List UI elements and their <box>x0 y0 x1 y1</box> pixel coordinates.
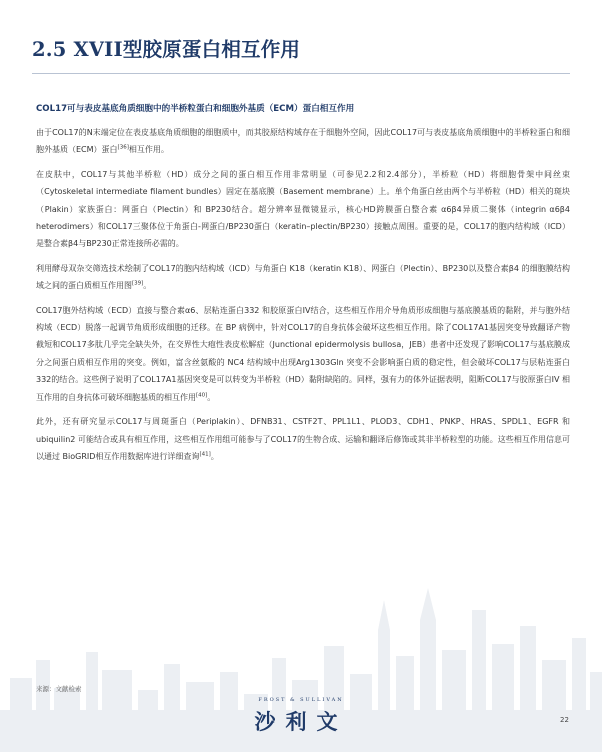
paragraph-5: 此外，还有研究显示COL17与周斑蛋白（Periplakin）、DFNB31、CSTF2T、PPL1L1、PLOD3、CDH1、PNKP、HRAS、SPDL1、EGFR 和 ubiquilin2 可能结合或具有相互作用，这些相互作用组可能参与了COL17的生物合成、运输和翻译后修饰或其非半桥粒型的功能。这些相互作用信息可以通过 BioGRID相互作用数据库进行详细查询[41]。 <box>36 417 570 461</box>
paragraph-2: 在皮肤中，COL17与其他半桥粒（HD）成分之间的蛋白相互作用非常明显（可参见2.2和2.4部分），半桥粒（HD）将细胞骨架中间丝束（Cytoskeletal intermediate filament bundles）固定在基底膜（Basement membrane）上。单个角蛋白丝由两个与半桥粒（HD）相关的斑块（Plakin）家族蛋白：网蛋白（Plectin）和 BP230结合。超分辨率显微镜显示，核心HD跨膜蛋白整合素 α6β4异质二聚体（integrin α6β4 heterodimers）和COL17三聚体位于角蛋白-网蛋白/BP230蛋白（keratin–plectin/BP230）接触点周围。重要的是，COL17的胞内结构域（ICD）是整合素β4与BP230正常连接所必需的。 <box>36 169 570 249</box>
logo-english-text: FROST & SULLIVAN <box>258 697 344 703</box>
citation-41: [41] <box>199 451 211 458</box>
page-title: 2.5 XVII型胶原蛋白相互作用 <box>32 38 301 61</box>
page-number: 22 <box>560 716 569 724</box>
title-divider <box>32 73 570 74</box>
paragraph-1: 由于COL17的N末端定位在表皮基底角质细胞的细胞质中，而其胶原结构域存在于细胞外空间，因此COL17可与表皮基底角质细胞中的半桥粒蛋白和细胞外基质（ECM）蛋白[36]相互作用。 <box>36 128 570 155</box>
citation-40: [40] <box>196 392 208 399</box>
paragraph-4: COL17胞外结构域（ECD）直接与整合素α6、层粘连蛋白332 和胶原蛋白IV结合，这些相互作用介导角质形成细胞与基底膜基质的黏附，并与胞外结构域（ECD）脱落一起调节角质形成细胞的迁移。在 BP 病例中，针对COL17的自身抗体会破坏这些相互作用。除了COL17A1基因突变导致翻译产物截短和COL17多肽几乎完全缺失外，在交界性大疱性表皮松解症（Junctional epidermolysis bullosa，JEB）患者中还发现了影响COL17与基底膜成分之间蛋白质相互作用的突变。例如，富含丝氨酸的 NC4 结构域中出现Arg1303Gln 突变不会影响蛋白质的稳定性，但会破坏COL17与层粘连蛋白332的结合。这些例子说明了COL17A1基因突变是可以转变为半桥粒（HD）黏附缺陷的。同样，强有力的体外证据表明，阻断COL17与胶原蛋白IV 相互作用的自身抗体可破坏细胞基质的相互作用[40]。 <box>36 305 570 402</box>
citation-36: [36] <box>117 144 129 151</box>
paragraph-3: 利用酵母双杂交筛选技术绘制了COL17的胞内结构域（ICD）与角蛋白 K18（keratin K18）、网蛋白（Plectin）、BP230以及整合素β4 的细胞膜结构域之间的蛋白质相互作用图[39]。 <box>36 263 570 291</box>
frost-sullivan-logo <box>236 697 366 745</box>
body-text <box>36 124 570 472</box>
citation-39: [39] <box>132 280 144 287</box>
source-note: 来源：文献检索 <box>36 685 82 693</box>
section-heading: COL17可与表皮基底角质细胞中的半桥粒蛋白和细胞外基质（ECM）蛋白相互作用 <box>36 104 355 114</box>
logo-chinese-text: 沙利文 <box>254 710 348 734</box>
